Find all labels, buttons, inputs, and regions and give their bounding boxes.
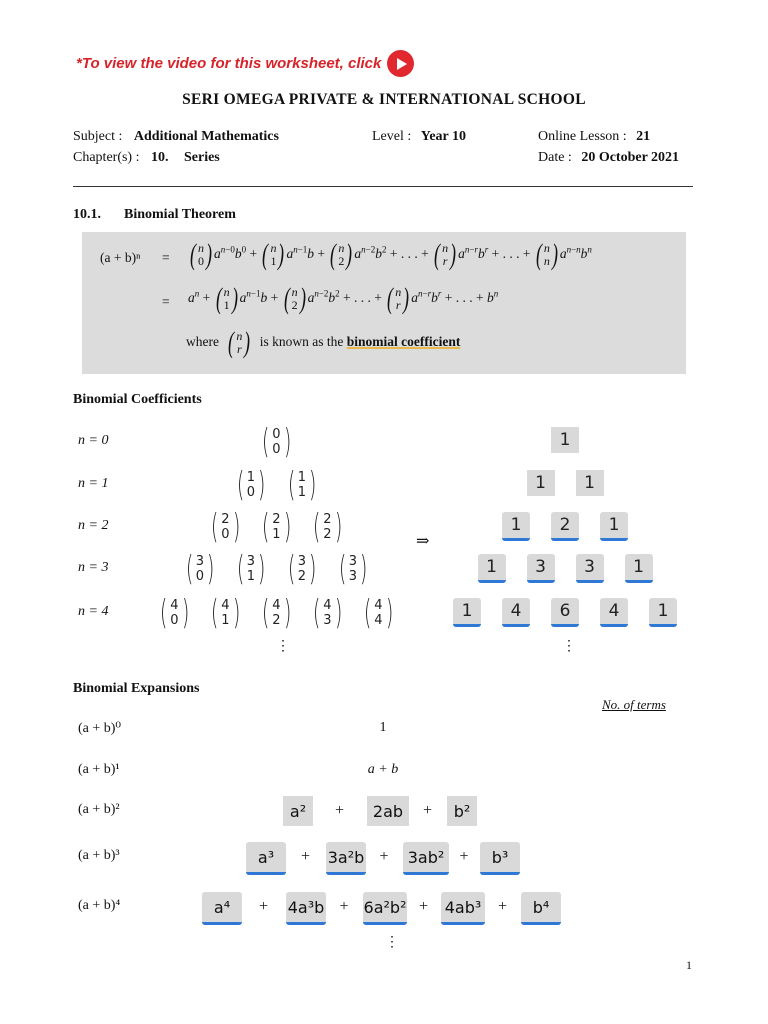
pascal-value: 1 [649, 598, 677, 627]
binomial-coefficient: ( 1 1 ) [287, 465, 317, 505]
expansion-term: 2ab [367, 796, 409, 826]
expansion-result: 1 [379, 720, 387, 735]
binomial-coefficient: ( 4 1 ) [210, 593, 240, 633]
expansion-term: a⁴ [202, 892, 242, 925]
binom-dots: ⋮ [276, 639, 290, 654]
pascal-value: 1 [600, 512, 628, 541]
expansion-term: 6a²b² [363, 892, 407, 925]
expansion-term: 3a²b [326, 842, 366, 875]
chapter-number: 10. [150, 150, 169, 165]
video-banner-text: *To view the video for this worksheet, click [76, 55, 382, 72]
page-number: 1 [686, 958, 692, 972]
plus-sign: + [459, 848, 469, 865]
expansion-dots: ⋮ [385, 935, 399, 950]
binomial-coefficient: ( 4 2 ) [261, 593, 291, 633]
expansion-lhs: (a + b)⁴ [78, 898, 121, 913]
plus-sign: + [419, 898, 429, 915]
pascal-value: 1 [478, 554, 506, 583]
pascal-value: 3 [527, 554, 555, 583]
formula-line-2: $a^n$ + ( n 1 ) $a^{n-1}b$ + ( n 2 ) $a^{n-2}b^2$ + . . . + ( n r ) $a^{n-r}b^r$ + . . . + $b^n$ [188, 282, 499, 315]
date-label: Date : [538, 150, 572, 165]
is-known-text: is known as the [259, 334, 344, 350]
subject-value: Additional Mathematics [133, 129, 279, 144]
formula-where: where ( n r ) is known as the binomial coefficient [186, 326, 461, 359]
level-value: Year 10 [420, 129, 466, 144]
expansion-term: a³ [246, 842, 286, 875]
expansion-lhs: (a + b)³ [78, 848, 120, 863]
expansion-lhs: (a + b)² [78, 802, 120, 817]
expansion-lhs: (a + b)⁰ [78, 721, 122, 736]
lesson-value: 21 [636, 129, 651, 144]
binomial-coefficient: ( 2 1 ) [261, 507, 291, 547]
level-label: Level : [372, 129, 412, 144]
binomial-coefficient: ( 1 0 ) [236, 465, 266, 505]
formula-lhs: (a + b)ⁿ [100, 250, 141, 265]
binomial-coefficient: ( 2 0 ) [210, 507, 240, 547]
expansion-term: 4a³b [286, 892, 326, 925]
pascal-value: 2 [551, 512, 579, 541]
chapter-label: Chapter(s) : [73, 150, 140, 165]
coefficients-heading: Binomial Coefficients [73, 392, 202, 407]
pascal-value: 4 [600, 598, 628, 627]
plus-sign: + [259, 898, 269, 915]
binomial-coefficient: ( 4 0 ) [159, 593, 189, 633]
formula-eq-1: = [162, 250, 170, 265]
n-label: n = 3 [78, 560, 109, 575]
video-banner[interactable] [76, 50, 414, 77]
school-name: SERI OMEGA PRIVATE & INTERNATIONAL SCHOOL [182, 91, 586, 108]
plus-sign: + [339, 898, 349, 915]
pascal-value: 3 [576, 554, 604, 583]
n-label: n = 1 [78, 476, 109, 491]
binomial-coefficient: ( 2 2 ) [312, 507, 342, 547]
chapter-row [73, 150, 220, 166]
expansion-term: 3ab² [403, 842, 449, 875]
pascal-value: 1 [625, 554, 653, 583]
pascal-value: 1 [576, 470, 604, 496]
section-title: Binomial Theorem [124, 207, 236, 222]
expansion-term: b⁴ [521, 892, 561, 925]
expansions-heading: Binomial Expansions [73, 681, 200, 696]
play-video-icon[interactable] [387, 50, 414, 77]
binomial-coefficient: ( 4 4 ) [363, 593, 393, 633]
plus-sign: + [498, 898, 508, 915]
expansion-term: b³ [480, 842, 520, 875]
lesson-label: Online Lesson : [538, 129, 627, 144]
binomial-coefficient: ( 4 3 ) [312, 593, 342, 633]
binomial-coefficient: ( 3 1 ) [236, 549, 266, 589]
formula-eq-2: = [162, 294, 170, 309]
binomial-coefficient-term: binomial coefficient [346, 334, 461, 350]
where-text: where [186, 334, 219, 350]
pascal-value: 6 [551, 598, 579, 627]
pascal-dots: ⋮ [562, 639, 576, 654]
binomial-theorem-box [82, 232, 686, 374]
pascal-value: 1 [453, 598, 481, 627]
expansion-term: a² [283, 796, 313, 826]
pascal-value: 1 [527, 470, 555, 496]
section-number: 10.1. [73, 207, 101, 222]
date-row [538, 150, 679, 166]
binomial-coefficient: ( 3 2 ) [287, 549, 317, 589]
binomial-coefficient: ( 3 0 ) [185, 549, 215, 589]
formula-line-1: ( n 0 ) $a^{n-0}b^0$ + ( n 1 ) $a^{n-1}b$ + ( n 2 ) $a^{n-2}b^2$ + . . . + ( n r ) $a^{n-r}b^r$ + . . . + ( n n ) $a^{n-n}b^n$ [190, 238, 592, 271]
date-value: 20 October 2021 [581, 150, 680, 165]
plus-sign: + [379, 848, 389, 865]
n-label: n = 2 [78, 518, 109, 533]
expansion-term: b² [447, 796, 477, 826]
pascal-value: 1 [551, 427, 579, 453]
expansion-lhs: (a + b)¹ [78, 762, 120, 777]
plus-sign: + [301, 848, 311, 865]
plus-sign: + [335, 802, 345, 819]
no-of-terms-label: No. of terms [602, 697, 666, 712]
expansion-term: 4ab³ [441, 892, 485, 925]
plus-sign: + [423, 802, 433, 819]
header-divider [73, 186, 693, 187]
chapter-value: Series [183, 150, 220, 165]
lesson-row [538, 129, 650, 145]
subject-row [73, 129, 279, 145]
n-label: n = 4 [78, 604, 109, 619]
arrow-icon: ⇒ [416, 533, 430, 550]
expansion-result: a + b [367, 762, 399, 777]
binomial-coefficient: ( 0 0 ) [261, 422, 291, 462]
n-label: n = 0 [78, 433, 109, 448]
binomial-coefficient: ( 3 3 ) [338, 549, 368, 589]
subject-label: Subject : [73, 129, 123, 144]
pascal-value: 4 [502, 598, 530, 627]
pascal-value: 1 [502, 512, 530, 541]
level-row [372, 129, 466, 145]
